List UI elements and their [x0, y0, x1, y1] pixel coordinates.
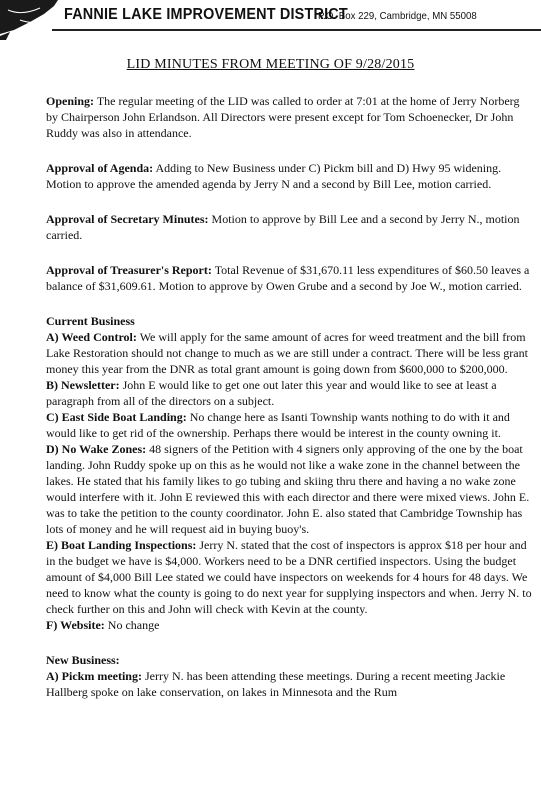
org-name: FANNIE LAKE IMPROVEMENT DISTRICT [64, 6, 348, 23]
district-logo-icon [0, 0, 64, 40]
treasurer-paragraph [46, 262, 532, 294]
current-business-heading: Current Business [46, 314, 135, 328]
treasurer-text: Total Revenue of $31,670.11 less expenditures of $60.50 leaves a balance of $31,609.61. Motion to approve by Owen Grube and a second by Joe W., motion carried. [46, 263, 530, 293]
list-item: D) No Wake Zones: 48 signers of the Petition with 4 signers only approving of the one by the boat landing. John Ruddy spoke up on this as he would not like a wake zone in the channel between the lakes. He stated that his family likes to go tubing and skiing thru there and having a no wake zone would interfere with it. John E reviewed this with each director and there were mixed views. John E. was to take the petition to the county coordinator. John E. also stated that Cambridge Township has lots of money and he will request aid in buying buoy's. [46, 442, 530, 536]
org-address: P.O. Box 229, Cambridge, MN 55008 [318, 10, 477, 22]
document-title: LID MINUTES FROM MEETING OF 9/28/2015 [126, 57, 415, 72]
opening-paragraph [46, 93, 532, 141]
list-item: A) Pickm meeting: Jerry N. has been attending these meetings. During a recent meeting Jackie Hallberg spoke on lake conservation, on lakes in Minnesota and the Rum [46, 669, 506, 699]
agenda-text: Adding to New Business under C) Pickm bill and D) Hwy 95 widening. Motion to approve the amended agenda by Jerry N and a second by Bill Lee, motion carried. [46, 161, 502, 191]
list-item: B) Newsletter: John E would like to get one out later this year and would like to see at least a paragraph from all of the directors on a subject. [46, 378, 497, 408]
secretary-label: Approval of Secretary Minutes: [46, 212, 209, 226]
treasurer-label: Approval of Treasurer's Report: [46, 263, 212, 277]
opening-label: Opening: [46, 94, 95, 108]
secretary-text: Motion to approve by Bill Lee and a second by Jerry N., motion carried. [46, 212, 520, 242]
list-item: F) Website: No change [46, 618, 160, 632]
agenda-paragraph [46, 160, 532, 192]
minutes-body [46, 93, 532, 700]
list-item: C) East Side Boat Landing: No change here as Isanti Township wants nothing to do with it and would like to get rid of the ownership. Perhaps there would be interest in the county owning it. [46, 410, 510, 440]
agenda-label: Approval of Agenda: [46, 161, 154, 175]
list-item: A) Weed Control: We will apply for the same amount of acres for weed treatment and the bill from Lake Restoration should not change to much as we are still under a contract. There will be less grant money this year from the DNR as total grant amount is going down from $600,000 to $200,000. [46, 330, 528, 376]
letterhead [0, 0, 541, 40]
secretary-paragraph [46, 211, 532, 243]
list-item: E) Boat Landing Inspections: Jerry N. stated that the cost of inspectors is approx $18 per hour and in the budget we have is $4,000. Workers need to be a DNR certified inspectors. Using the budget amount of $4,000 Bill Lee stated we could have inspectors on weekends for 4 hours for 48 days. We need to know what the county is going to do next year for supplying inspectors and when. Jerry N. to check further on this and John will check with Kevin at the county. [46, 538, 532, 616]
opening-text: The regular meeting of the LID was called to order at 7:01 at the home of Jerry Norberg by Chairperson John Erlandson. All Directors were present except for Tom Schoenecker, Dr John Ruddy was also in attendance. [46, 94, 520, 140]
new-business-heading: New Business: [46, 653, 120, 667]
header-rule [52, 29, 541, 31]
